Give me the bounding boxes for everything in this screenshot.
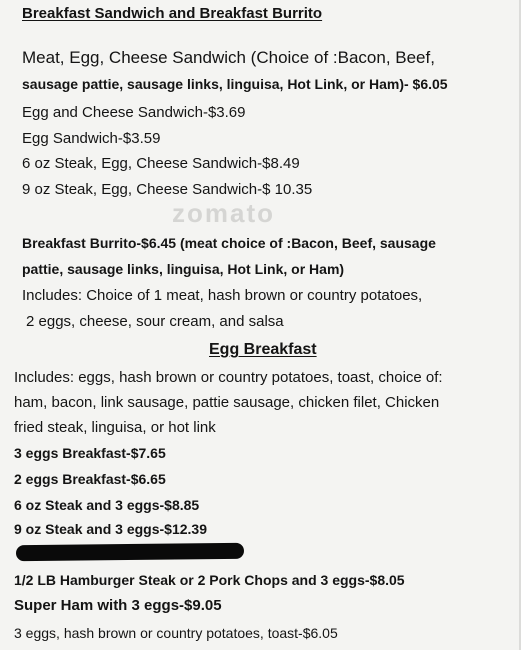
burrito-line-1: Breakfast Burrito-$6.45 (meat choice of :Bacon, Beef, sausage <box>22 235 436 251</box>
section-title-egg: Egg Breakfast <box>209 341 317 358</box>
section-title-sandwich: Breakfast Sandwich and Breakfast Burrito <box>22 5 323 22</box>
sandwich-egg-cheese: Egg and Cheese Sandwich-$3.69 <box>22 104 246 121</box>
egg-item-3-eggs: 3 eggs Breakfast-$7.65 <box>14 445 166 461</box>
egg-item-9oz-steak: 9 oz Steak and 3 eggs-$12.39 <box>14 521 207 537</box>
egg-item-6oz-steak: 6 oz Steak and 3 eggs-$8.85 <box>14 497 200 513</box>
burrito-line-3: Includes: Choice of 1 meat, hash brown or country potatoes, <box>22 287 423 304</box>
egg-includes-1: Includes: eggs, hash brown or country potatoes, toast, choice of: <box>14 369 443 386</box>
sandwich-steak-6oz: 6 oz Steak, Egg, Cheese Sandwich-$8.49 <box>22 155 300 172</box>
egg-item-2-eggs: 2 eggs Breakfast-$6.65 <box>14 471 166 487</box>
egg-item-basic: 3 eggs, hash brown or country potatoes, toast-$6.05 <box>14 625 338 641</box>
sandwich-steak-9oz: 9 oz Steak, Egg, Cheese Sandwich-$ 10.35 <box>22 181 313 198</box>
egg-item-hamburger-steak: 1/2 LB Hamburger Steak or 2 Pork Chops and 3 eggs-$8.05 <box>14 572 405 588</box>
watermark: zomato <box>172 198 275 228</box>
redaction-mark <box>16 543 244 561</box>
burrito-line-2: pattie, sausage links, linguisa, Hot Link, or Ham) <box>22 261 345 277</box>
sandwich-line-1: Meat, Egg, Cheese Sandwich (Choice of :Bacon, Beef, <box>22 48 435 67</box>
burrito-line-4: 2 eggs, cheese, sour cream, and salsa <box>26 313 284 330</box>
sandwich-egg: Egg Sandwich-$3.59 <box>22 130 161 147</box>
sandwich-line-2: sausage pattie, sausage links, linguisa, Hot Link, or Ham)- $6.05 <box>22 76 448 92</box>
egg-item-super-ham: Super Ham with 3 eggs-$9.05 <box>14 597 222 614</box>
egg-includes-2: ham, bacon, link sausage, pattie sausage, chicken filet, Chicken <box>14 394 440 411</box>
egg-includes-3: fried steak, linguisa, or hot link <box>14 419 216 436</box>
